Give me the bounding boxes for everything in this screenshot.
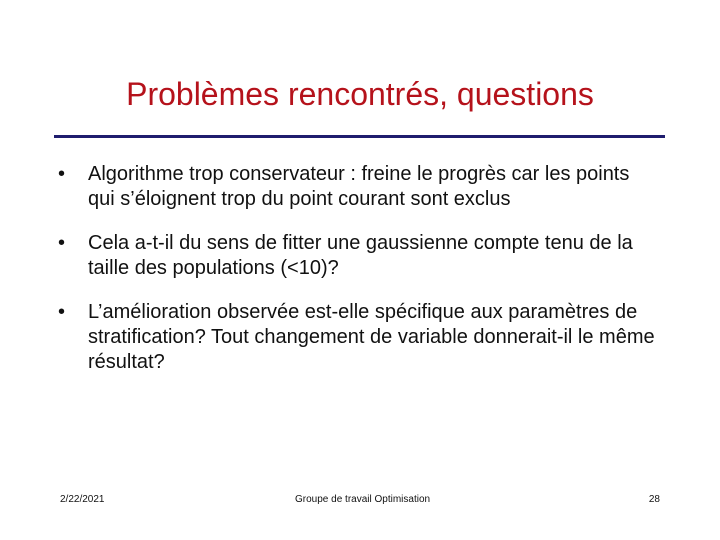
title-divider bbox=[54, 135, 665, 138]
bullet-text: Cela a-t-il du sens de fitter une gaussienne compte tenu de la taille des populations (<10)? bbox=[88, 232, 633, 279]
bullet-marker: • bbox=[58, 301, 66, 323]
bullet-marker: • bbox=[58, 232, 66, 254]
bullet-item bbox=[58, 231, 658, 281]
footer-date: 2/22/2021 bbox=[60, 494, 105, 505]
footer-title: Groupe de travail Optimisation bbox=[295, 494, 431, 505]
bullet-item bbox=[58, 162, 658, 212]
bullet-list bbox=[58, 162, 658, 394]
bullet-marker: • bbox=[58, 163, 66, 185]
bullet-text: Algorithme trop conservateur : freine le progrès car les points qui s’éloignent trop du point courant sont exclus bbox=[88, 163, 630, 210]
bullet-text: L’amélioration observée est-elle spécifique aux paramètres de stratification? Tout changement de variable donnerait-il le même résultat? bbox=[88, 301, 655, 373]
page-number: 28 bbox=[648, 494, 660, 505]
bullet-item bbox=[58, 300, 658, 375]
slide-title: Problèmes rencontrés, questions bbox=[126, 76, 594, 112]
